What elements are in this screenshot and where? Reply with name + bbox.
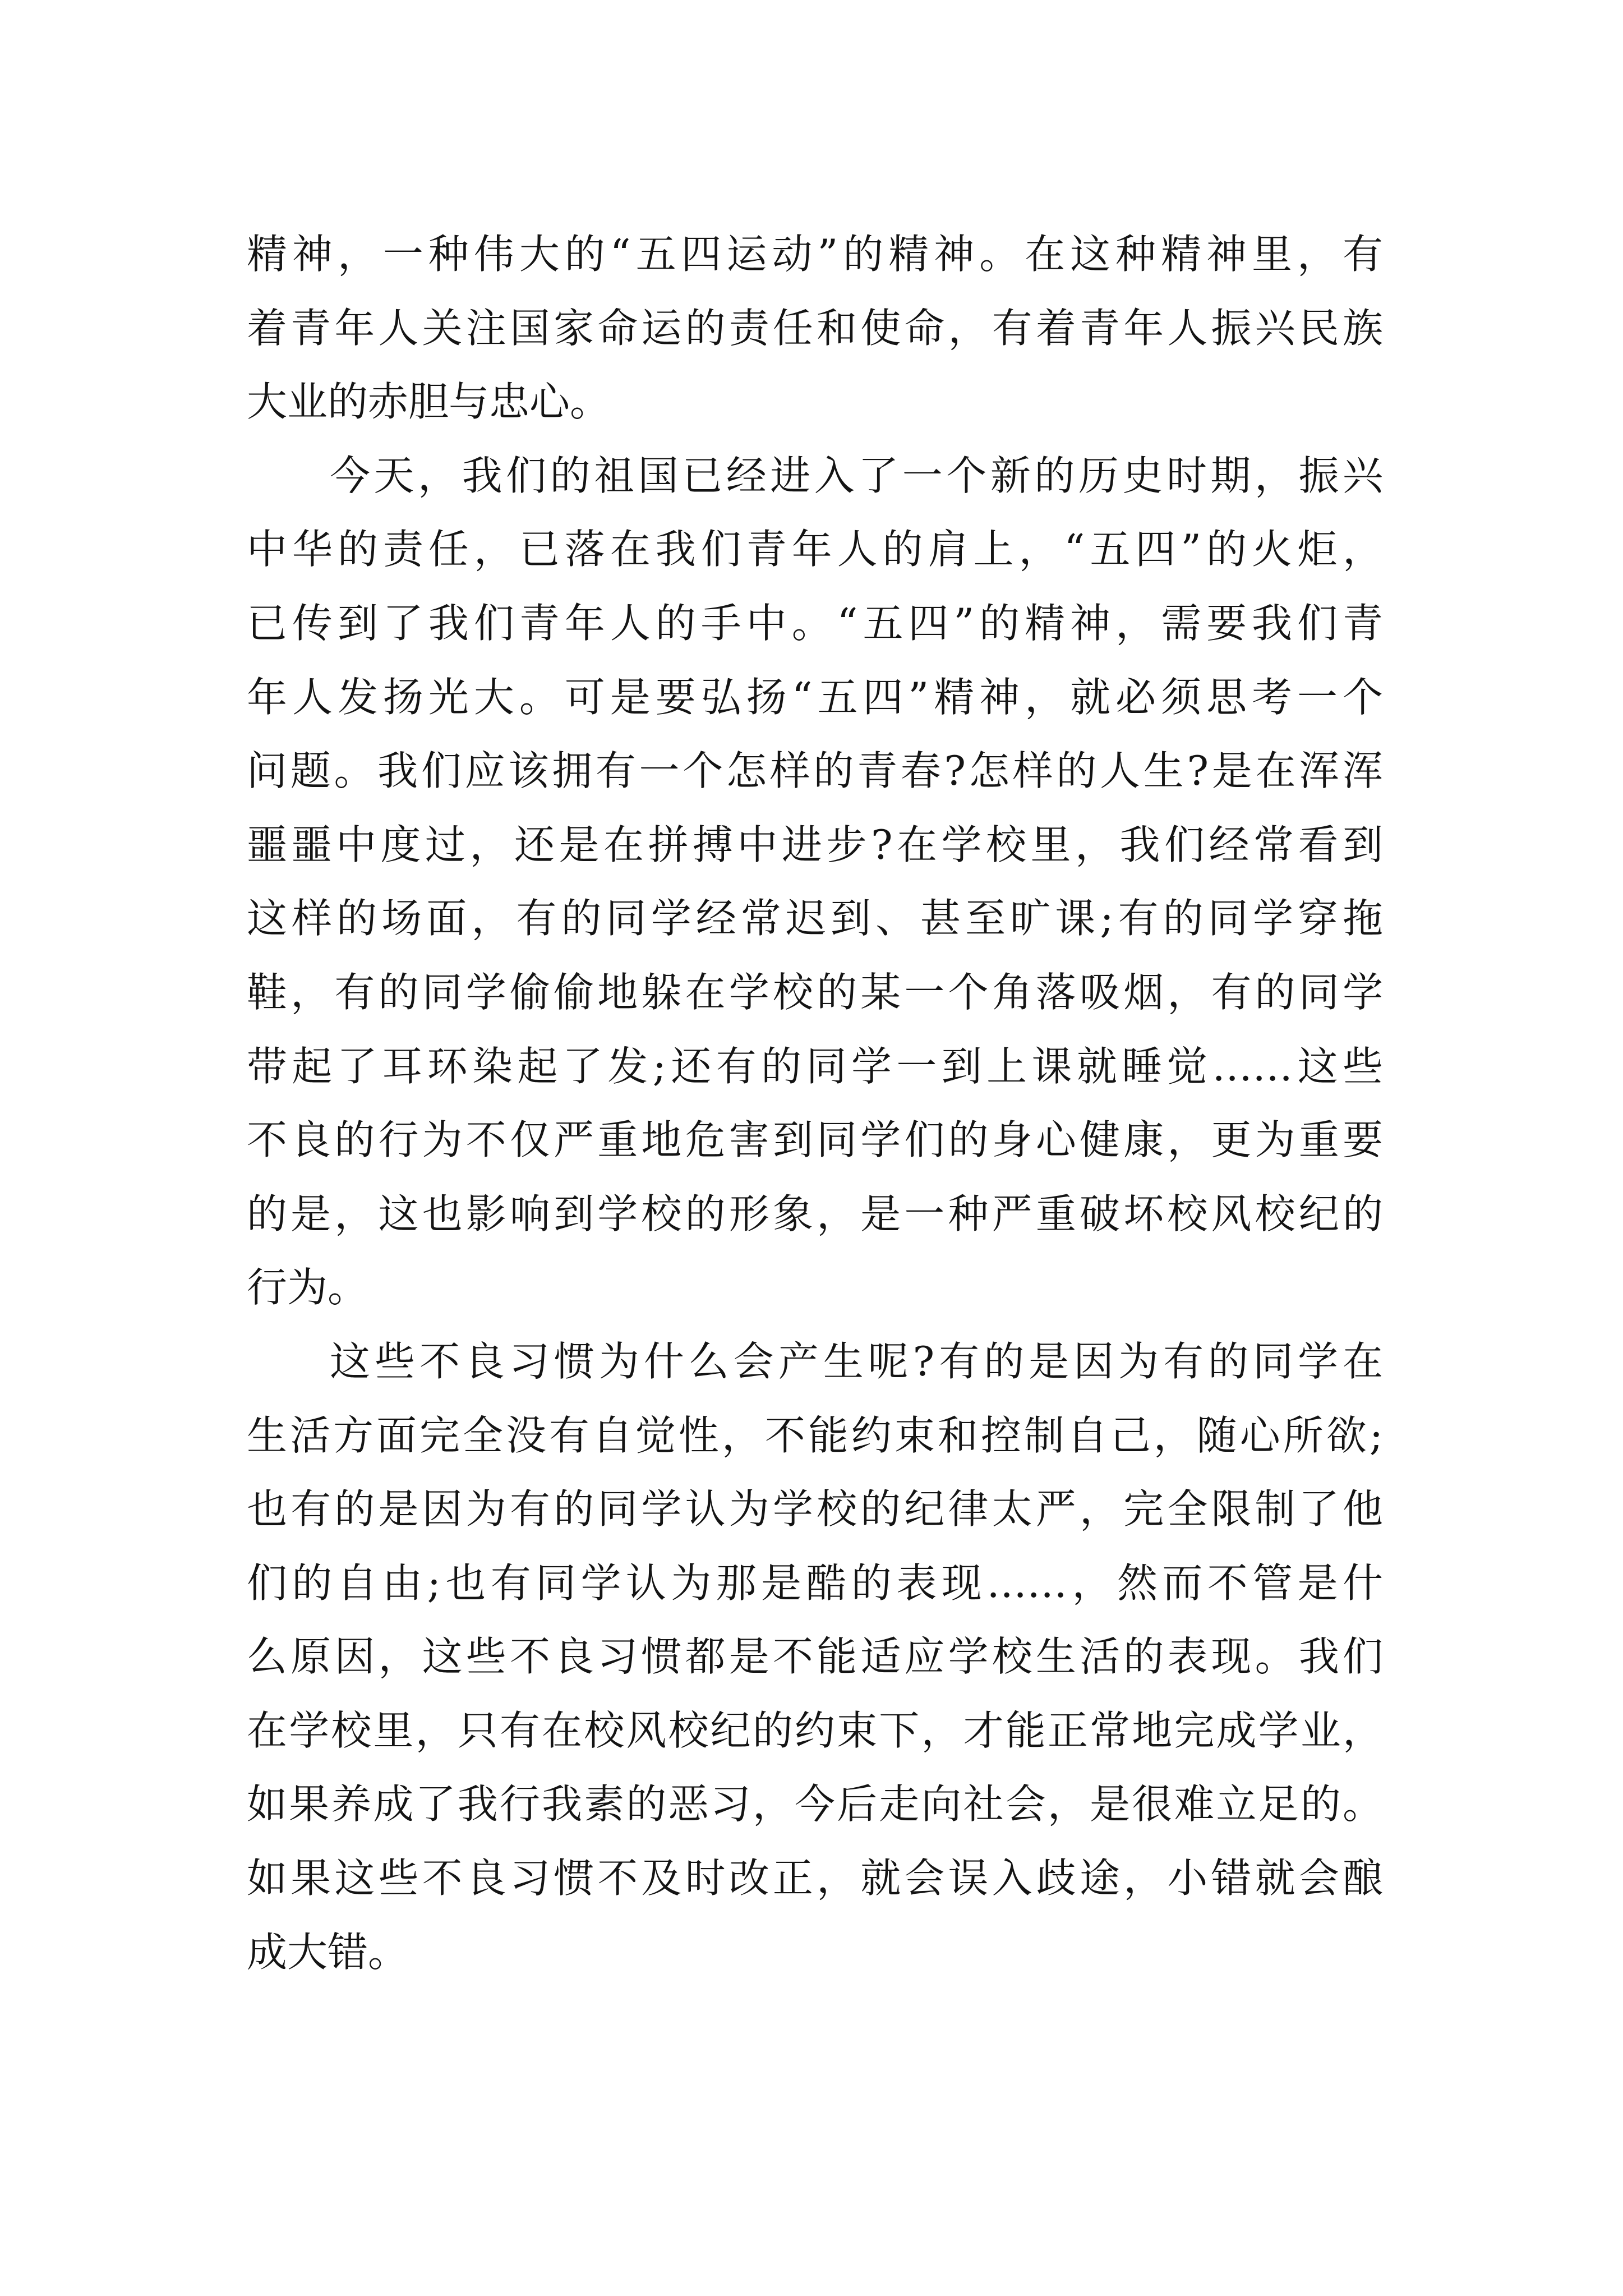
text-line: 也有的是因为有的同学认为学校的纪律太严，完全限制了他 [247,1485,1383,1533]
text-line: 成大错。 [247,1928,409,1976]
text-line: 带起了耳环染起了发;还有的同学一到上课就睡觉……这些 [247,1042,1383,1090]
text-line: 们的自由;也有同学认为那是酷的表现……，然而不管是什 [247,1559,1383,1607]
body-text [247,218,1383,1989]
paragraph-bad-habits [247,1325,1383,1989]
text-line: 年人发扬光大。可是要弘扬“五四”精神，就必须思考一个 [247,673,1383,721]
text-line: 中华的责任，已落在我们青年人的肩上，“五四”的火炬， [247,526,1383,573]
text-line: 不良的行为不仅严重地危害到同学们的身心健康，更为重要 [247,1116,1383,1164]
text-line: 着青年人关注国家命运的责任和使命，有着青年人振兴民族 [247,304,1383,352]
text-line: 如果这些不良习惯不及时改正，就会误入歧途，小错就会酿 [247,1855,1383,1902]
text-line: 如果养成了我行我素的恶习，今后走向社会，是很难立足的。 [247,1780,1383,1828]
text-line: 在学校里，只有在校风校纪的约束下，才能正常地完成学业， [247,1706,1383,1754]
text-line: 噩噩中度过，还是在拼搏中进步?在学校里，我们经常看到 [247,821,1383,868]
text-line: 的是，这也影响到学校的形象，是一种严重破坏校风校纪的 [247,1190,1383,1237]
text-line: 这样的场面，有的同学经常迟到、甚至旷课;有的同学穿拖 [247,895,1383,942]
text-line: 行为。 [247,1264,368,1312]
text-line: 大业的赤胆与忠心。 [247,378,611,426]
text-line: 生活方面完全没有自觉性，不能约束和控制自己，随心所欲; [247,1411,1383,1459]
text-line: 已传到了我们青年人的手中。“五四”的精神，需要我们青 [247,599,1383,647]
text-line: 么原因，这些不良习惯都是不能适应学校生活的表现。我们 [247,1633,1383,1681]
text-line: 问题。我们应该拥有一个怎样的青春?怎样的人生?是在浑浑 [247,747,1383,795]
text-line: 这些不良习惯为什么会产生呢?有的是因为有的同学在 [330,1337,1383,1385]
text-line: 今天，我们的祖国已经进入了一个新的历史时期，振兴 [330,452,1383,499]
paragraph-continuation [247,218,1383,439]
text-line: 精神，一种伟大的“五四运动”的精神。在这种精神里，有 [247,231,1383,278]
text-line: 鞋，有的同学偷偷地躲在学校的某一个角落吸烟，有的同学 [247,968,1383,1016]
paragraph-youth-responsibility [247,439,1383,1325]
